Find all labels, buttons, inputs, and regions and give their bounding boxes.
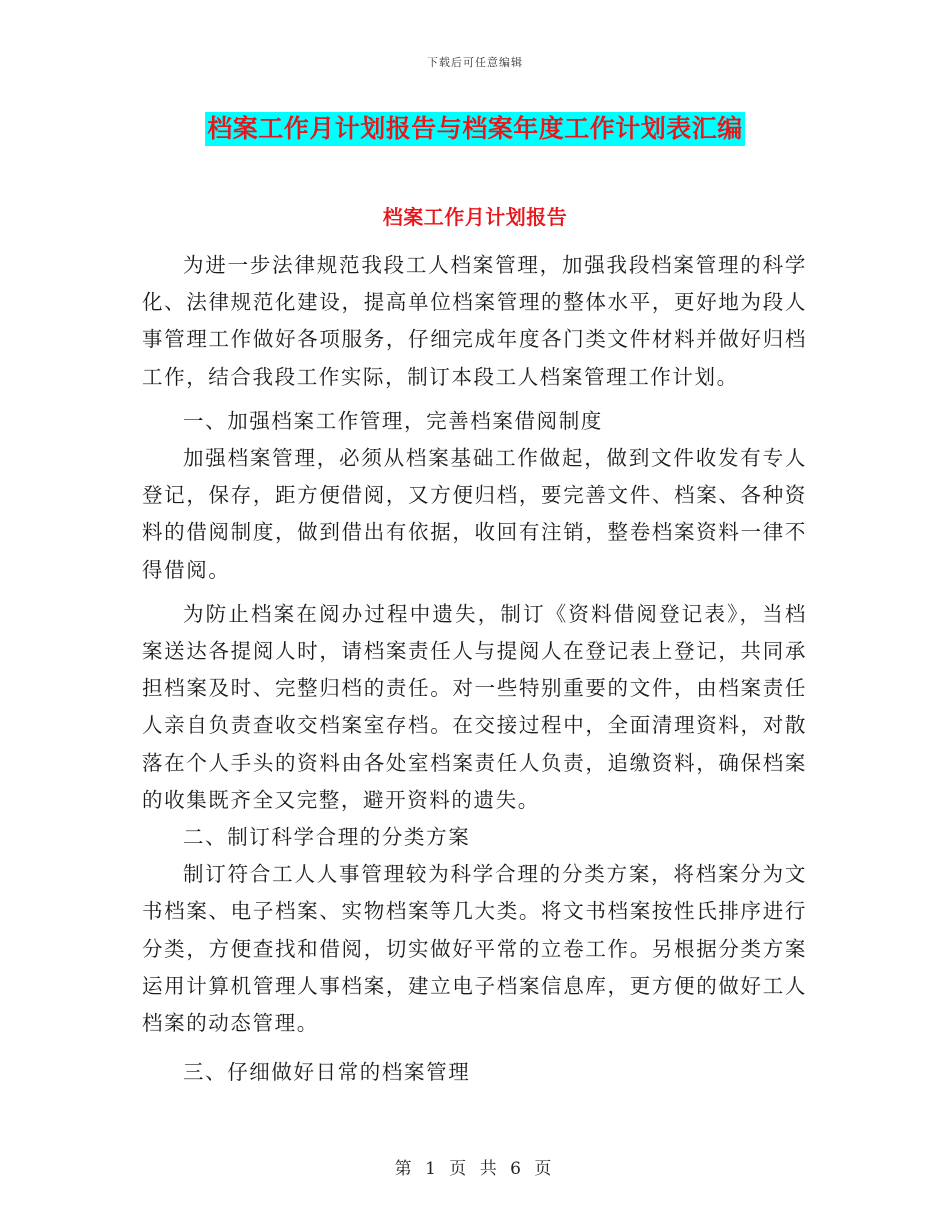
heading-1: 一、加强档案工作管理，完善档案借阅制度 bbox=[183, 408, 603, 433]
paragraph-2: 为防止档案在阅办过程中遗失，制订《资料借阅登记表》，当档案送达各提阅人时，请档案责任人与提阅人在登记表上登记，共同承担档案及时、完整归档的责任。对一些特别重要的文件，由档案责任人亲自负责查收交档案室存档。在交接过程中，全面清理资料，对散落在个人手头的资料由各处室档案责任人负责，追缴资料，确保档案的收集既齐全又完整，避开资料的遗失。 bbox=[142, 601, 807, 812]
paragraph-3: 制订符合工人人事管理较为科学合理的分类方案，将档案分为文书档案、电子档案、实物档案等几大类。将文书档案按性氏排序进行分类，方便查找和借阅，切实做好平常的立卷工作。另根据分类方案运用计算机管理人事档案，建立电子档案信息库，更方便的做好工人档案的动态管理。 bbox=[142, 862, 807, 1036]
paragraph-intro: 为进一步法律规范我段工人档案管理，加强我段档案管理的科学化、法律规范化建设，提高单位档案管理的整体水平，更好地为段人事管理工作做好各项服务，仔细完成年度各门类文件材料并做好归档工作，结合我段工作实际，制订本段工人档案管理工作计划。 bbox=[142, 253, 807, 389]
document-title: 档案工作月计划报告与档案年度工作计划表汇编 bbox=[205, 112, 745, 146]
paragraph-1: 加强档案管理，必须从档案基础工作做起，做到文件收发有专人登记，保存，距方便借阅，又方便归档，要完善文件、档案、各种资料的借阅制度，做到借出有依据，收回有注销，整卷档案资料一律不得借阅。 bbox=[142, 446, 807, 582]
heading-3: 三、仔细做好日常的档案管理 bbox=[183, 1060, 471, 1085]
section-title: 档案工作月计划报告 bbox=[382, 205, 568, 229]
header-note: 下载后可任意编辑 bbox=[427, 56, 523, 69]
document-title-wrap bbox=[0, 112, 950, 146]
heading-2: 二、制订科学合理的分类方案 bbox=[183, 825, 471, 850]
page-footer: 第 1 页 共 6 页 bbox=[394, 1159, 556, 1179]
document-body bbox=[142, 247, 807, 1091]
